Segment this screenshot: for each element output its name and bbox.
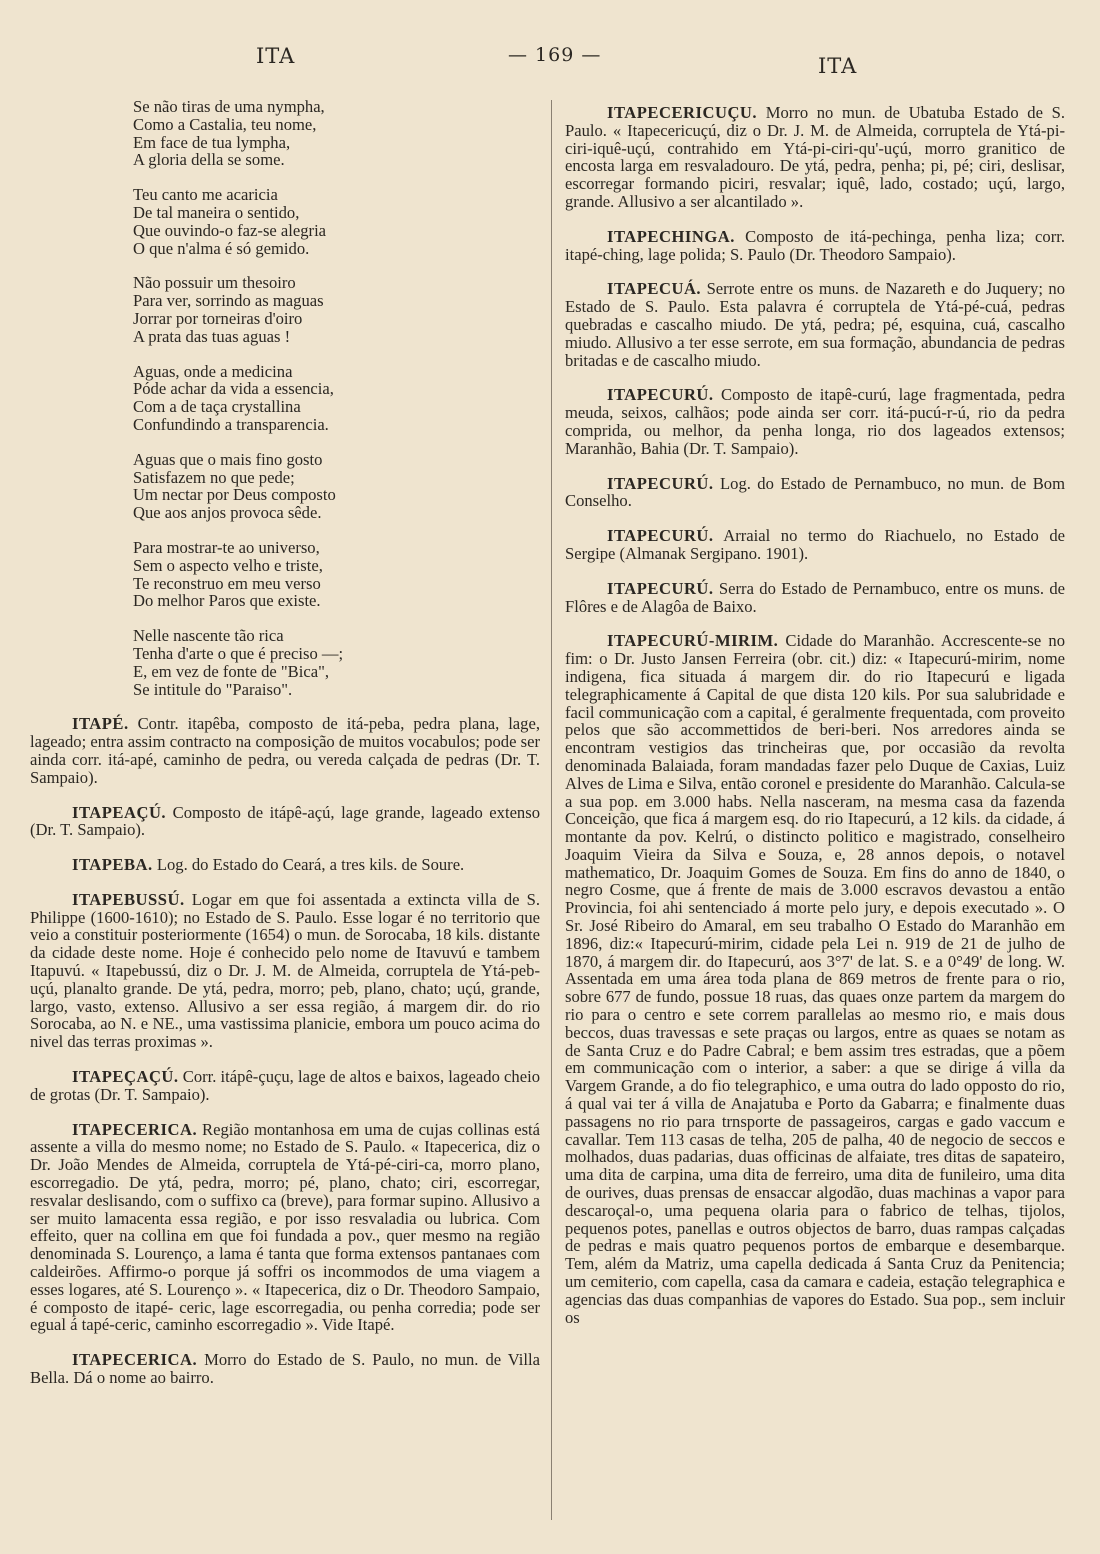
entry-text: Contr. itapêba, composto de itá-peba, pedra plana, lage, lageado; entra assim contracto na composição de muitos vocabulos; pode ser ainda corr. itá-apé, caminho de pedra, ou vereda calçada de pedras (Dr. T. Sampaio). — [30, 714, 540, 787]
poem-line: A prata das tuas aguas ! — [133, 326, 291, 346]
poem-stanza — [133, 186, 540, 257]
entry-headword: ITAPECURÚ. — [607, 526, 714, 546]
poem-stanza — [133, 363, 540, 434]
entry-text: Serrote entre os muns. de Nazareth e do Juquery; no Estado de S. Paulo. Esta palavra é corruptela de Ytá-pé-cuá, pedras quebradas e cascalho miudo. De ytá, pedra; pé, esquina, cuá, cascalho miudo. Allusivo a ter esse serrote, em sua formação, abundancia de pedras britadas e de cascalho miudo. — [565, 279, 1065, 370]
entry-headword: ITAPECUÁ. — [607, 279, 702, 299]
poem-line: E, em vez de fonte de "Bica", — [133, 661, 329, 681]
entry-headword: ITAPEAÇÚ. — [72, 802, 167, 822]
poem-line: Aguas que o mais fino gosto — [133, 449, 323, 469]
poem-line: Jorrar por torneiras d'oiro — [133, 308, 303, 328]
dictionary-entry — [30, 856, 540, 874]
poem-line: Se intitule do "Paraiso". — [133, 679, 293, 699]
dictionary-entry — [30, 1351, 540, 1387]
poem-line: Não possuir um thesoiro — [133, 273, 296, 293]
poem-line: Tenha d'arte o que é preciso —; — [133, 643, 344, 663]
dictionary-entry — [30, 715, 540, 786]
entry-headword: ITAPEBUSSÚ. — [72, 889, 185, 909]
entry-text: Arraial no termo do Riachuelo, no Estado de Sergipe (Almanak Sergipano. 1901). — [565, 526, 1065, 563]
entry-text: Logar em que foi assentada a extincta villa de S. Philippe (1600-1610); no Estado de S. Paulo. Esse logar é no territorio que veio a constituir posteriormente (1654) o mun. de Sorocaba, 18 kils. distante da cidade deste nome. Hoje é conhecido pelo nome de Itavuvú e tambem Itapuvú. « Itapebussú, diz o Dr. J. M. de Almeida, corruptela de Ytá-peb-uçú, planalto grande. De ytá, pedra, morro; peb, plano, chato; uçú, grande, largo, vasto, extenso. Allusivo a ser essa região, á margem dir. do rio Sorocaba, ao N. e NE., uma vastissima planicie, embora um pouco acima do nivel das terras proximas ». — [30, 889, 540, 1052]
poem-stanza — [133, 98, 540, 169]
poem-line: Teu canto me acaricia — [133, 185, 278, 205]
entry-headword: ITAPECERICA. — [72, 1350, 198, 1370]
poem-stanza — [133, 627, 540, 698]
dictionary-entry — [565, 527, 1065, 563]
poem-line: Para mostrar-te ao universo, — [133, 537, 320, 557]
dictionary-entry — [565, 386, 1065, 457]
entry-headword: ITAPECHINGA. — [607, 226, 735, 246]
entry-text: Morro do Estado de S. Paulo, no mun. de Villa Bella. Dá o nome ao bairro. — [30, 1350, 540, 1388]
poem-line: Confundindo a transparencia. — [133, 414, 329, 434]
entry-headword: ITAPECURÚ. — [607, 578, 714, 598]
poem-line: Satisfazem no que pede; — [133, 467, 295, 487]
dictionary-entry — [30, 891, 540, 1051]
entry-headword: ITAPEBA. — [72, 855, 153, 875]
dictionary-entry — [565, 228, 1065, 264]
entry-headword: ITAPECURÚ. — [607, 473, 714, 493]
left-column — [30, 98, 540, 1404]
poem-line: Nelle nascente tão rica — [133, 626, 284, 646]
entry-text: Cidade do Maranhão. Accrescente-se no fim: o Dr. Justo Jansen Ferreira (obr. cit.) diz: « Itapecurú-mirim, nome indigena, fica situada á margem dir. do rio Itapecurú e ligada telegraphicamente á Capital de que dista 120 kils. Por sua salubridade e facil communicação com a capital, é geralmente frequentada, com proveito pelos que são accommettidos de beri-beri. Nos arredores ainda se encontram vestigios das trincheiras que, por occasião da revolta denominada Balaiada, foram mandadas fazer pelo Duque de Caxias, Luiz Alves de Lima e Silva, então coronel e presidente do Maranhão. Calcula-se a sua pop. em 3.000 habs. Nella nasceram, na mesma casa da fazenda Conceição, que fica á margem esq. do rio Itapecurú, a 12 kils. da cidade, á montante da pov. Kelrú, o distincto politico e magistrado, conselheiro Joaquim Vieira da Silva e Souza, e, 28 annos depois, o notavel mathematico, Dr. Joaquim Gomes de Souza. Em fins do anno de 1840, o negro Cosme, que á frente de mais de 3.000 escravos devastou a então Provincia, foi ahi sentenciado á morte pelo jury, e depois executado ». O Sr. José Ribeiro do Amaral, em seu trabalho O Estado do Maranhão em 1896, diz:« Itapecurú-mirim, cidade pela Lei n. 919 de 21 de julho de 1870, á margem dir. do Itapecurú, aos 3°7' de lat. S. e a 0°49' de long. W. Assentada em uma área toda plana de 869 metros de frente para o rio, sobre 677 de fundo, possue 18 ruas, das quaes onze partem da margem do rio para o centro e sete correm parallelas ao mesmo rio, e mais dous beccos, duas travessas e sete praças ou largos, entre as quaes se notam as de Santa Cruz e do Padre Cabral; e bem assim tres estradas, que a põem em communicação com o interior, a saber: a que se dirige á villa da Vargem Grande, a do fio telegraphico, e uma outra do lado opposto do rio, á qual vai ter á villa de Anajatuba e Porto da Gabarra; e finalmente duas passagens no rio para trnsporte de passageiros, cargas e gado vaccum e cavallar. Tem 113 casas de telha, 205 de palha, 40 de negocio de seccos e molhados, duas padarias, duas officinas de alfaiate, tres ditas de sapateiro, uma dita de carpina, uma dita de ferreiro, uma dita de funileiro, uma dita de ourives, duas prensas de ensaccar algodão, duas machinas a vapor para descaroçal-o, uma pequena olaria para o fabrico de telhas, tijolos, pequenos potes, panellas e outros objectos de barro, duas rampas calçadas de pedras e mais quatro pequenos portos de embarque e desembarque. Tem, além da Matriz, uma capella dedicada á Santa Cruz da Penitencia; um cemiterio, com capella, casa da camara e cadeia, estação telegraphica e agencias das duas companhias de vapores do Estado. Sua pop., sem incluir os — [565, 631, 1065, 1327]
entry-text: Morro no mun. de Ubatuba Estado de S. Paulo. « Itapecericuçú, diz o Dr. J. M. de Almeida, corruptela de Ytá-pi-ciri-iquê-uçú, contrahido em Ytá-pi-ciri-qu'-uçú, morro granitico de encosta larga em resvaladouro. De ytá, pedra, penha; pi, pé; ciri, deslisar, escorregar formando piciri, resvalar; iquê, lado, costado; uçú, largo, grande. Allusivo a ser alcantilado ». — [565, 103, 1065, 211]
poem-line: A gloria della se some. — [133, 150, 285, 170]
right-column — [565, 104, 1065, 1343]
poem-line: Para ver, sorrindo as maguas — [133, 291, 324, 311]
poem-line: De tal maneira o sentido, — [133, 202, 300, 222]
entry-headword: ITAPECURÚ. — [607, 385, 714, 405]
poem-line: Em face de tua lympha, — [133, 132, 291, 152]
poem-line: Aguas, onde a medicina — [133, 361, 293, 381]
left-entries — [30, 715, 540, 1387]
poem-line: Te reconstruo em meu verso — [133, 573, 321, 593]
dictionary-entry — [565, 280, 1065, 369]
poem-line: Que ouvindo-o faz-se alegria — [133, 220, 327, 240]
running-head-left: ITA — [256, 44, 296, 68]
poem-line: Póde achar da vida a essencia, — [133, 379, 334, 399]
poem — [30, 98, 540, 698]
entry-text: Corr. itápê-çuçu, lage de altos e baixos, lageado cheio de grotas (Dr. T. Sampaio). — [30, 1067, 540, 1104]
page-number: — 169 — — [508, 44, 602, 66]
entry-text: Composto de itapê-curú, lage fragmentada, pedra meuda, seixos, calhãos; pode ainda ser corr. itá-pucú-r-ú, rio da pedra comprida, ou melhor, da penha longa, rio dos lageados extensos; Maranhão, Bahia (Dr. T. Sampaio). — [565, 385, 1065, 458]
entry-text: Log. do Estado do Ceará, a tres kils. de Soure. — [152, 855, 465, 875]
entry-text: Serra do Estado de Pernambuco, entre os muns. de Flôres e de Alagôa de Baixo. — [565, 578, 1065, 616]
dictionary-entry — [30, 1068, 540, 1104]
entry-text: Região montanhosa em uma de cujas collinas está assente a villa do mesmo nome; no Estado de S. Paulo. « Itapecerica, diz o Dr. João Mendes de Almeida, corruptela de Ytá-pé-ciri-ca, morro plano, escorregadio. De ytá, pedra, morro; pé, plano, chato; ciri, escorregar, resvalar deslisando, com o suffixo ca (breve), para formar supino. Allusivo a ser muito lamacenta essa região, e por isso resvaladia ou lubrica. Com effeito, quer na collina em que foi fundada a pov., quer mesmo na região denominada S. Lourenço, a lama é tanta que forma extensos pantanaes com caldeirões. Affirmo-o porque já soffri os incommodos de uma viagem a esses logares, até S. Lourenço ». « Itapecerica, diz o Dr. Theodoro Sampaio, é composto de itapé- ceric, lage escorregadia, ou penha corredia; pode ser egual á tapé-ceric, caminho escorregadio ». Vide Itapé. — [30, 1119, 540, 1335]
poem-line: Com a de taça crystallina — [133, 397, 301, 417]
dictionary-entry — [30, 804, 540, 840]
poem-stanza — [133, 274, 540, 345]
poem-line: Como a Castalia, teu nome, — [133, 114, 317, 134]
column-divider — [551, 100, 552, 1520]
entry-headword: ITAPEÇAÇÚ. — [72, 1067, 179, 1087]
entry-text: Log. do Estado de Pernambuco, no mun. de Bom Conselho. — [565, 473, 1065, 511]
entry-headword: ITAPÉ. — [72, 714, 129, 734]
entry-text: Composto de itápê-açú, lage grande, lageado extenso (Dr. T. Sampaio). — [30, 802, 540, 840]
dictionary-entry — [565, 632, 1065, 1326]
dictionary-entry — [30, 1121, 540, 1335]
right-entries — [565, 104, 1065, 1326]
entry-headword: ITAPECURÚ-MIRIM. — [607, 631, 779, 651]
poem-stanza — [133, 451, 540, 522]
entry-text: Composto de itá-pechinga, penha liza; corr. itapé-ching, lage polida; S. Paulo (Dr. Theodoro Sampaio). — [565, 226, 1065, 264]
running-head-right: ITA — [818, 54, 858, 78]
poem-line: Se não tiras de uma nympha, — [133, 97, 325, 116]
poem-line: O que n'alma é só gemido. — [133, 238, 310, 258]
dictionary-entry — [565, 104, 1065, 211]
dictionary-entry — [565, 475, 1065, 511]
entry-headword: ITAPECERICA. — [72, 1119, 198, 1139]
poem-stanza — [133, 539, 540, 610]
poem-line: Que aos anjos provoca sêde. — [133, 503, 322, 523]
poem-line: Um nectar por Deus composto — [133, 485, 336, 505]
entry-headword: ITAPECERICUÇU. — [607, 103, 758, 122]
poem-line: Do melhor Paros que existe. — [133, 591, 321, 611]
dictionary-entry — [565, 580, 1065, 616]
poem-line: Sem o aspecto velho e triste, — [133, 555, 323, 575]
